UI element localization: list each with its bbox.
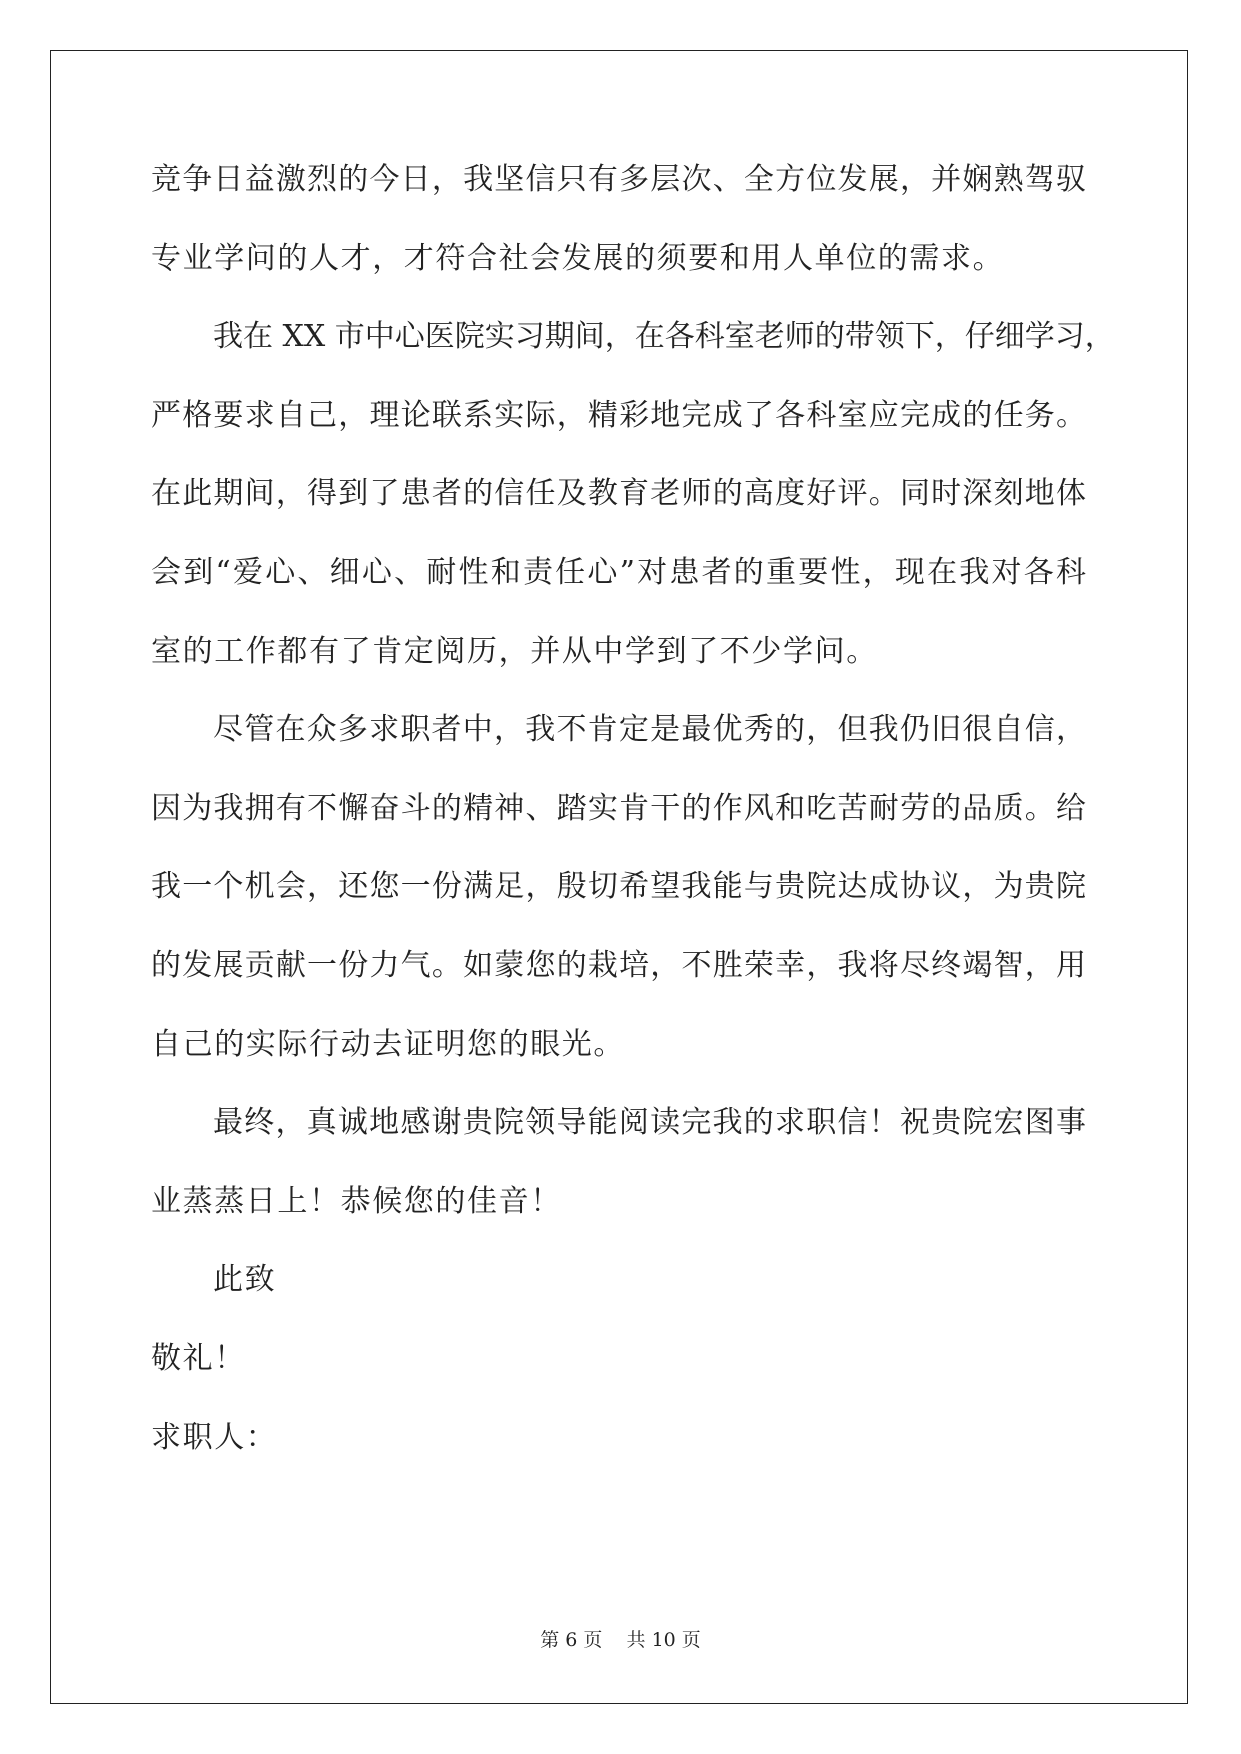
text-line: 业蒸蒸日上！恭候您的佳音！ bbox=[151, 1183, 562, 1219]
text-line: 的发展贡献一份力气。如蒙您的栽培，不胜荣幸，我将尽终竭智，用 bbox=[151, 947, 1086, 983]
letter-body bbox=[151, 150, 1115, 1486]
text-line: 我一个机会，还您一份满足，殷切希望我能与贵院达成协议，为贵院 bbox=[151, 869, 1086, 905]
closing-salutation: 此致 bbox=[213, 1262, 277, 1298]
text-line: 室的工作都有了肯定阅历，并从中学到了不少学问。 bbox=[151, 633, 878, 669]
text-line: 最终，真诚地感谢贵院领导能阅读完我的求职信！祝贵院宏图事 bbox=[213, 1105, 1086, 1141]
text-line: 竞争日益激烈的今日，我坚信只有多层次、全方位发展，并娴熟驾驭 bbox=[151, 162, 1086, 197]
text-line: 尽管在众多求职者中，我不肯定是最优秀的，但我仍旧很自信， bbox=[213, 712, 1086, 748]
signature-label: 求职人： bbox=[151, 1419, 278, 1455]
page-number-footer: 第 6 页 共 10 页 bbox=[540, 1629, 701, 1651]
text-line: 因为我拥有不懈奋斗的精神、踏实肯干的作风和吃苦耐劳的品质。给 bbox=[151, 790, 1086, 826]
text-line: 在此期间，得到了患者的信任及教育老师的高度好评。同时深刻地体 bbox=[151, 476, 1086, 512]
text-line: 会到“爱心、细心、耐性和责任心”对患者的重要性，现在我对各科 bbox=[151, 554, 1086, 590]
text-line: 严格要求自己，理论联系实际，精彩地完成了各科室应完成的任务。 bbox=[151, 397, 1086, 433]
closing-regards: 敬礼！ bbox=[151, 1340, 246, 1376]
text-line: 专业学问的人才，才符合社会发展的须要和用人单位的需求。 bbox=[151, 240, 1005, 276]
text-line: 自己的实际行动去证明您的眼光。 bbox=[151, 1026, 625, 1062]
text-line: 我在 XX 市中心医院实习期间，在各科室老师的带领下，仔细学习， bbox=[213, 319, 1115, 355]
